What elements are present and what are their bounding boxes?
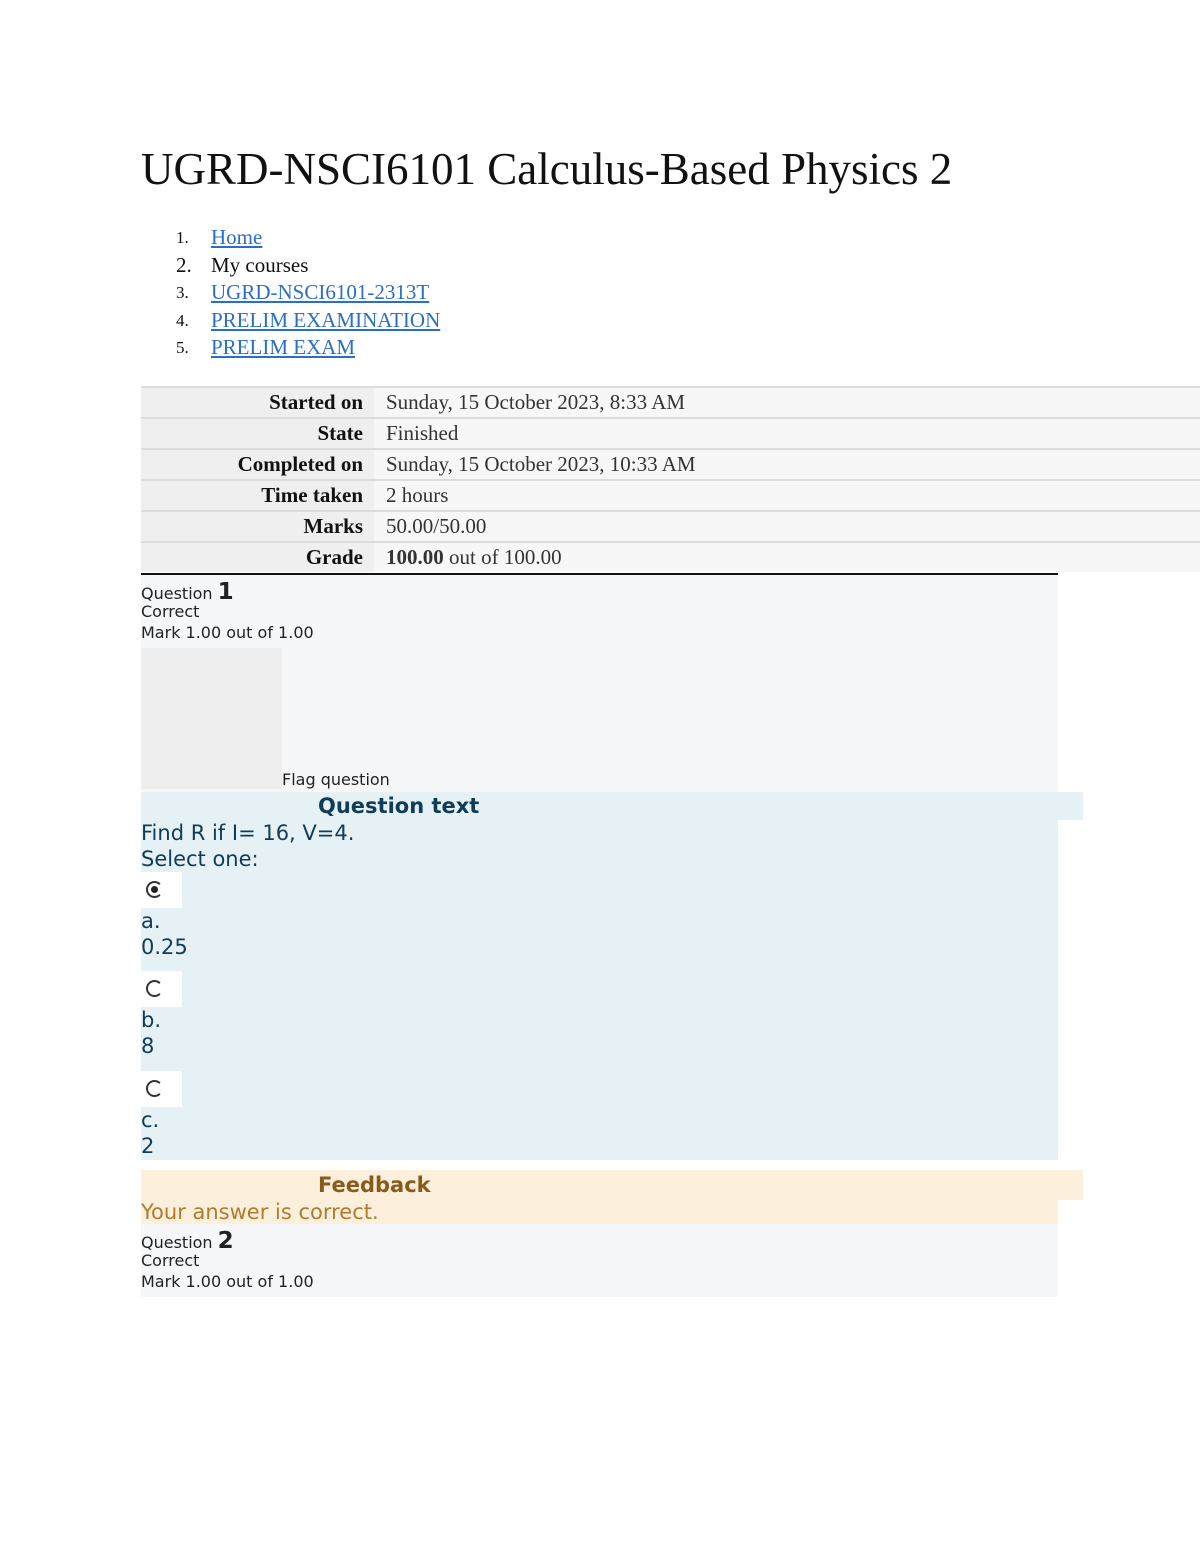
option-a-radio-box[interactable]	[141, 872, 182, 908]
feedback-text: Your answer is correct.	[141, 1200, 379, 1224]
question-mark: Mark 1.00 out of 1.00	[141, 1272, 314, 1291]
summary-value	[374, 542, 1200, 572]
feedback-body	[141, 1200, 1058, 1224]
option-b-value: 8	[141, 1034, 155, 1058]
option-b-letter: b.	[141, 1008, 162, 1032]
summary-value: Finished	[374, 418, 1200, 449]
attempt-summary-table	[141, 386, 1200, 572]
breadcrumb-link-home[interactable]: Home	[211, 225, 263, 249]
option-c-letter: c.	[141, 1108, 160, 1132]
flag-question-link[interactable]: Flag question	[282, 770, 390, 789]
question-2-info	[141, 1224, 1058, 1297]
question-status: Correct	[141, 1251, 200, 1270]
option-a-value: 0.25	[141, 935, 188, 959]
option-b-radio-box[interactable]	[141, 971, 182, 1007]
radio-checked-icon[interactable]	[146, 881, 163, 898]
grade-value: 100.00	[386, 545, 444, 569]
select-one-prompt: Select one:	[141, 847, 259, 871]
question-text: Find R if I= 16, V=4.	[141, 821, 355, 845]
breadcrumb-number: 3.	[176, 283, 189, 302]
flag-question-icon[interactable]	[141, 648, 282, 789]
summary-label: Marks	[141, 511, 374, 542]
feedback-heading-bar	[141, 1170, 1083, 1200]
breadcrumb-text-my-courses: My courses	[211, 252, 309, 277]
breadcrumb-number: 4.	[176, 310, 189, 330]
question-number-value: 1	[217, 579, 234, 605]
question-prefix: Question	[141, 1233, 218, 1252]
feedback-heading: Feedback	[318, 1173, 431, 1197]
summary-row-completed-on	[141, 449, 1200, 480]
summary-row-state	[141, 418, 1200, 449]
summary-label: Started on	[141, 387, 374, 418]
question-mark: Mark 1.00 out of 1.00	[141, 623, 314, 642]
summary-value: 50.00/50.00	[374, 511, 1200, 542]
page-title: UGRD-NSCI6101 Calculus-Based Physics 2	[141, 144, 953, 194]
summary-row-started-on	[141, 387, 1200, 418]
option-c-value: 2	[141, 1134, 155, 1158]
radio-unchecked-icon[interactable]	[146, 1080, 163, 1097]
summary-label: Time taken	[141, 480, 374, 511]
summary-value: Sunday, 15 October 2023, 8:33 AM	[374, 387, 1200, 418]
question-status: Correct	[141, 602, 200, 621]
question-text-heading-bar	[141, 792, 1083, 820]
question-number	[141, 1224, 1058, 1254]
breadcrumb-link-prelim-exam[interactable]: PRELIM EXAM	[211, 335, 356, 359]
summary-row-marks	[141, 511, 1200, 542]
grade-out-of: out of 100.00	[443, 545, 562, 569]
summary-label: State	[141, 418, 374, 449]
option-c-radio-box[interactable]	[141, 1071, 182, 1107]
breadcrumb-link-prelim-examination[interactable]: PRELIM EXAMINATION	[211, 307, 441, 332]
summary-row-time-taken	[141, 480, 1200, 511]
breadcrumb-link-course[interactable]: UGRD-NSCI6101-2313T	[211, 280, 430, 304]
radio-unchecked-icon[interactable]	[146, 980, 163, 997]
summary-value: 2 hours	[374, 480, 1200, 511]
question-number-value: 2	[217, 1228, 234, 1254]
breadcrumb-number: 5.	[176, 338, 189, 357]
summary-label: Grade	[141, 542, 374, 572]
option-a-letter: a.	[141, 909, 161, 933]
breadcrumb-number: 1.	[176, 228, 189, 247]
question-number	[141, 575, 1058, 605]
summary-value: Sunday, 15 October 2023, 10:33 AM	[374, 449, 1200, 480]
summary-row-grade	[141, 542, 1200, 572]
question-text-heading: Question text	[318, 794, 480, 818]
breadcrumb-number: 2.	[176, 252, 192, 277]
question-1-content	[141, 820, 1058, 1160]
summary-label: Completed on	[141, 449, 374, 480]
question-prefix: Question	[141, 584, 218, 603]
